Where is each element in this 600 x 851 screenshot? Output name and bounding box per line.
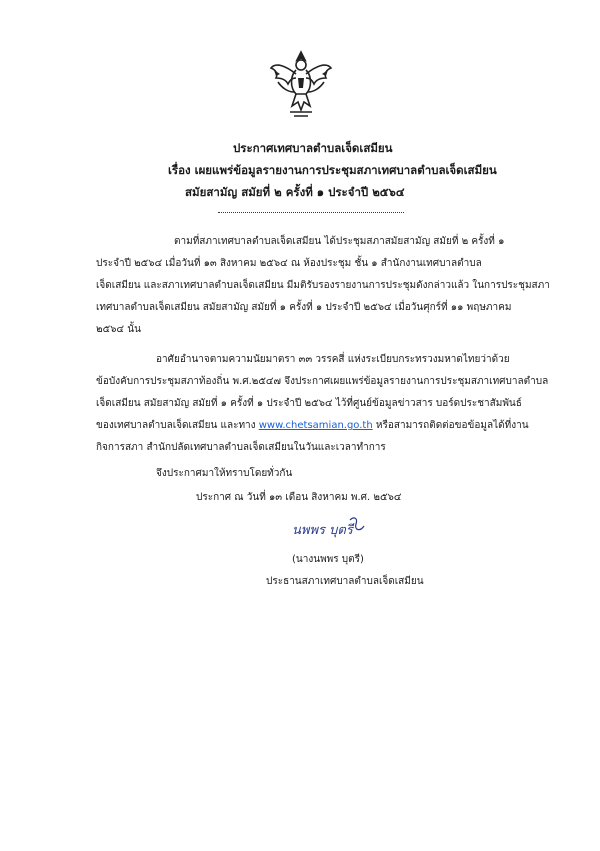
para1-line: ประจำปี ๒๕๖๔ เมื่อวันที่ ๑๓ สิงหาคม ๒๕๖๔ ณ ห้องประชุม ชั้น ๑ สำนักงานเทศบาลตำบล xyxy=(96,258,482,269)
para2-line4-post: หรือสามารถติดต่อขอข้อมูลได้ที่งาน xyxy=(375,420,529,431)
para2-line xyxy=(96,418,529,433)
para2-line: ข้อบังคับการประชุมสภาท้องถิ่น พ.ศ.๒๕๔๗ จึงประกาศเผยแพร่ข้อมูลรายงานการประชุมสภาเทศบาลตำบล xyxy=(96,376,549,387)
para1-line: เจ็ดเสมียน และสภาเทศบาลตำบลเจ็ดเสมียน มีมติรับรองรายงานการประชุมดังกล่าวแล้ว ในการประชุมสภา xyxy=(96,280,550,291)
para1-line: เทศบาลตำบลเจ็ดเสมียน สมัยสามัญ สมัยที่ ๑ ครั้งที่ ๑ ประจำปี ๒๕๖๔ เมื่อวันศุกร์ที่ ๑๑ พฤษภาคม xyxy=(96,302,512,313)
handwritten-signature xyxy=(288,512,378,542)
announcement: จึงประกาศมาให้ทราบโดยทั่วกัน xyxy=(156,468,293,479)
header-title: ประกาศเทศบาลตำบลเจ็ดเสมียน xyxy=(233,141,393,155)
para2-line: กิจการสภา สำนักปลัดเทศบาลตำบลเจ็ดเสมียนในวันและเวลาทำการ xyxy=(96,442,386,453)
date-line: ประกาศ ณ วันที่ ๑๓ เดือน สิงหาคม พ.ศ. ๒๕๖๔ xyxy=(196,492,402,503)
para2-line4-pre: ของเทศบาลตำบลเจ็ดเสมียน และทาง xyxy=(96,420,256,431)
para2-line: เจ็ดเสมียน สมัยสามัญ สมัยที่ ๑ ครั้งที่ ๑ ประจำปี ๒๕๖๔ ไว้ที่ศูนย์ข้อมูลข่าวสาร บอร์ดประชาสัมพันธ์ xyxy=(96,398,522,409)
para1-line: ๒๕๖๔ นั้น xyxy=(96,324,141,335)
svg-text:นพพร บุตรี: นพพร บุตรี xyxy=(292,523,353,538)
header-subject: เรื่อง เผยแพร่ข้อมูลรายงานการประชุมสภาเทศบาลตำบลเจ็ดเสมียน xyxy=(168,163,497,177)
signatory-name: (นางนพพร บุตรี) xyxy=(292,554,364,565)
website-link[interactable]: www.chetsamian.go.th xyxy=(258,420,373,431)
para2-line: อาศัยอำนาจตามความนัยมาตรา ๓๓ วรรคสี่ แห่งระเบียบกระทรวงมหาดไทยว่าด้วย xyxy=(156,354,510,365)
dotted-divider xyxy=(218,212,404,213)
header-session: สมัยสามัญ สมัยที่ ๒ ครั้งที่ ๑ ประจำปี ๒๕๖๔ xyxy=(185,185,405,199)
garuda-emblem-icon xyxy=(268,48,334,120)
para1-line: ตามที่สภาเทศบาลตำบลเจ็ดเสมียน ได้ประชุมสภาสมัยสามัญ สมัยที่ ๒ ครั้งที่ ๑ xyxy=(174,236,505,247)
signatory-position: ประธานสภาเทศบาลตำบลเจ็ดเสมียน xyxy=(266,576,424,587)
